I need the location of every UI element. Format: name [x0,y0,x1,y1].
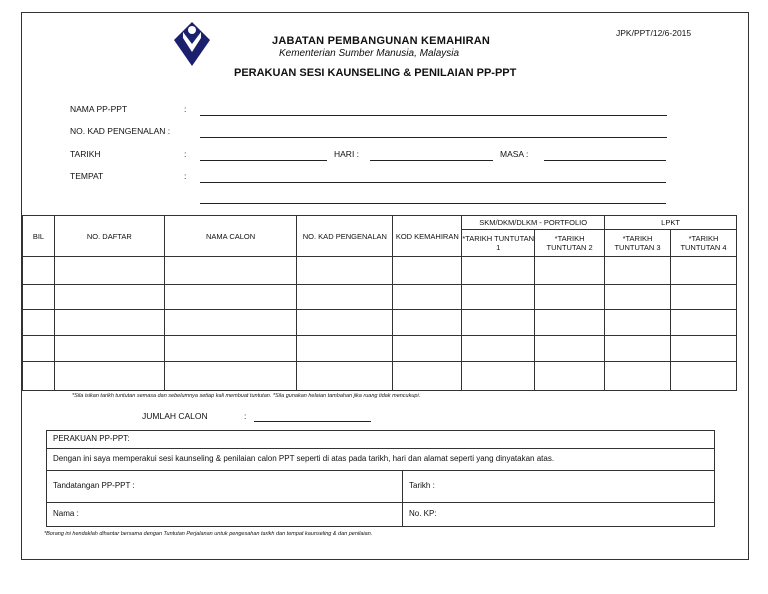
footer-note: *Borang ini hendaklah dihantar bersama dengan Tuntutan Perjalanan untuk pengesahan tarikh dan tempat kaunseling & dan penilaian. [44,531,373,537]
table-row [23,310,737,336]
col-group-lpkt: LPKT [605,216,737,230]
col-no-daftar: NO. DAFTAR [54,216,164,257]
ministry-subtitle: Kementerian Sumber Manusia, Malaysia [279,48,460,59]
table-row [23,362,737,391]
jumlah-colon: : [244,411,247,421]
jumlah-label: JUMLAH CALON [142,411,208,421]
table-row [23,257,737,285]
jpk-logo-icon [170,18,214,70]
perakuan-statement: Dengan ini saya memperakui sesi kaunseling & penilaian calon PPT seperti di atas pada tarikh, hari dan alamat seperti yang dinyatakan atas. [53,454,555,463]
col-tarikh-1: *TARIKH TUNTUTAN 1 [462,230,535,257]
jumlah-input-line[interactable] [254,421,371,422]
masa-input-line[interactable] [544,160,666,161]
tarikh-colon: : [184,149,187,159]
hari-label: HARI : [334,149,360,159]
col-bil: BIL [23,216,55,257]
nama-sign-label: Nama : [53,509,79,518]
masa-label: MASA : [500,149,529,159]
tempat-label: TEMPAT [70,171,104,181]
tempat-input-line-1[interactable] [200,182,666,183]
perakuan-box [46,430,715,527]
col-tarikh-3: *TARIKH TUNTUTAN 3 [605,230,671,257]
table-row [23,336,737,362]
kad-label: NO. KAD PENGENALAN : [70,126,171,136]
col-kod-kemahiran: KOD KEMAHIRAN [393,216,462,257]
col-group-skm: SKM/DKM/DLKM - PORTFOLIO [462,216,605,230]
form-title: PERAKUAN SESI KAUNSELING & PENILAIAN PP-PPT [234,67,517,79]
no-kp-label: No. KP: [409,509,437,518]
nama-label: NAMA PP-PPT [70,104,128,114]
col-no-kad: NO. KAD PENGENALAN [297,216,393,257]
agency-title: JABATAN PEMBANGUNAN KEMAHIRAN [272,35,491,47]
table-note: *Sila isikan tarikh tuntutan semasa dan sebelumnya setiap kali membuat tuntutan. *Sila gunakan helaian tambahan jika ruang tidak mencukupi. [72,393,421,399]
table-row [23,285,737,310]
kad-input-line[interactable] [200,137,667,138]
tempat-colon: : [184,171,187,181]
col-tarikh-2: *TARIKH TUNTUTAN 2 [535,230,605,257]
tarikh-input-line[interactable] [200,160,327,161]
perakuan-heading: PERAKUAN PP-PPT: [53,434,130,443]
tandatangan-label: Tandatangan PP-PPT : [53,481,135,490]
tarikh-label: TARIKH [70,149,101,159]
nama-input-line[interactable] [200,115,667,116]
col-tarikh-4: *TARIKH TUNTUTAN 4 [671,230,737,257]
nama-colon: : [184,104,187,114]
tarikh-sign-label: Tarikh : [409,481,435,490]
candidate-table [22,215,737,391]
form-reference: JPK/PPT/12/6-2015 [616,28,692,38]
col-nama-calon: NAMA CALON [164,216,297,257]
tempat-input-line-2[interactable] [200,203,666,204]
hari-input-line[interactable] [370,160,493,161]
